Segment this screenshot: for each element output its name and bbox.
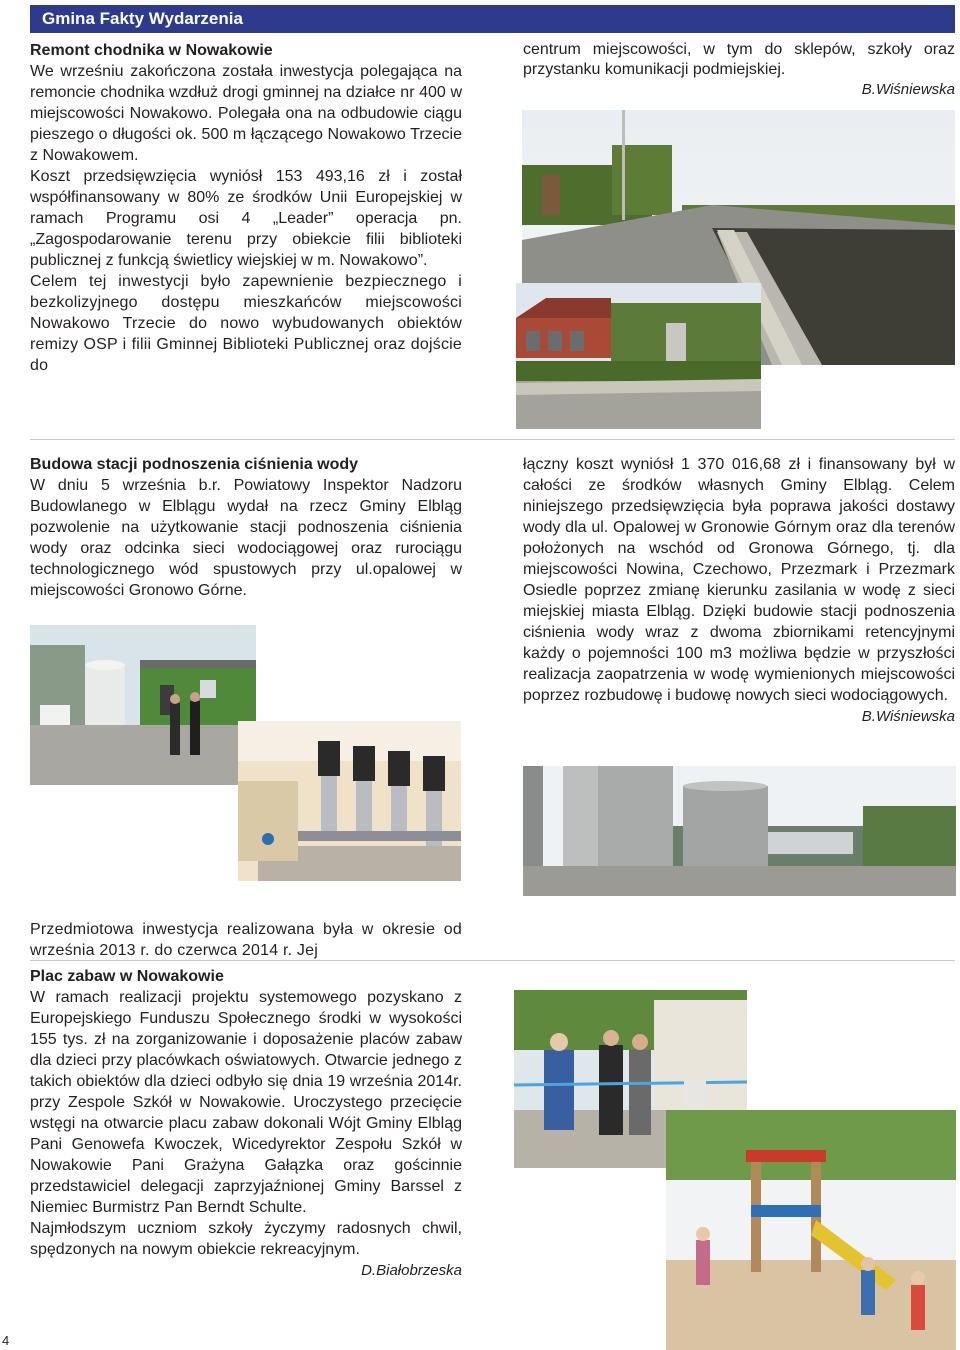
fire-station-photo (516, 283, 761, 429)
section-divider-2 (30, 960, 955, 961)
playground-photo (666, 1110, 956, 1350)
section1-paragraph-2: Koszt przedsięwzięcia wyniósł 153 493,16 zł i został współfinansowany w 80% ze środków Unii Europejskiej w ramach Programu osi 4 „Leader” operacja pn. „Zagospodarowanie terenu przy obiekcie filii biblioteki publicznej z funkcją świetlicy wiejskiej w m. Nowakowo”. (30, 168, 462, 269)
section3-column (30, 966, 462, 1281)
section2-continued-text: łączny koszt wyniósł 1 370 016,68 zł i finansowany był w całości ze środków własnych Gminy Elbląg. Celem niniejszego przedsięwzięcia była poprawa jakości dostawy wody dla ul. Opalowej w Gronowie Górnym oraz dla terenów położonych na wschód od Gronowa Górnego, tj. dla miejscowości Nowina, Czechowo, Przezmark i Przezmark Osiedle poprzez zmianę kierunku zasilania w wodę z sieci miejskiej miasta Elbląg. Dzięki budowie stacji podnoszenia ciśnienia wody wraz z dwoma zbiornikami retencyjnymi każdy o pojemności 100 m3 możliwa będzie w przyszłości realizacja zaopatrzenia w wodę wymienionych miejscowości poprzez rozbudowę i budowę nowych sieci wodociągowych. (523, 456, 955, 704)
section1-author: B.Wiśniewska (861, 81, 955, 98)
section2-bottom-left (30, 919, 462, 961)
section3-paragraph-2: Najmłodszym uczniom szkoły życzymy radosnych chwil, spędzonych na nowym obiekcie rekreacyjnym. (30, 1220, 462, 1258)
section2-left-column (30, 454, 462, 601)
section1-paragraph-1: We wrześniu zakończona została inwestycja polegająca na remoncie chodnika wzdłuż drogi gminnej na działce nr 400 w miejscowości Nowakowo. Polegała ona na odbudowie ciągu pieszego o długości ok. 500 m łączącego Nowakowo Trzecie z Nowakowem. (30, 63, 462, 164)
water-tanks-photo (523, 766, 956, 896)
section1-paragraph-3: Celem tej inwestycji było zapewnienie bezpiecznego i bezkolizyjnego dostępu mieszkańców miejscowości Nowakowo Trzecie do nowo wybudowanych obiektów remizy OSP i filii Gminnej Biblioteki Publicznej oraz dojście do (30, 273, 462, 374)
section-header-bar (30, 5, 955, 33)
section3-title: Plac zabaw w Nowakowie (30, 968, 224, 985)
section3-author: D.Białobrzeska (361, 1262, 462, 1279)
header-title: Gmina Fakty Wydarzenia (42, 9, 243, 28)
section2-title: Budowa stacji podnoszenia ciśnienia wody (30, 456, 359, 473)
section1-title: Remont chodnika w Nowakowie (30, 42, 273, 59)
section-divider (30, 439, 955, 440)
section2-right-column (523, 454, 955, 727)
pumping-station-photo (30, 625, 256, 785)
section2-paragraph-2: Przedmiotowa inwestycja realizowana była w okresie od września 2013 r. do czerwca 2014 r. Jej (30, 921, 462, 959)
section1-left-column (30, 40, 462, 376)
page-number: 4 (2, 1333, 10, 1348)
section3-paragraph-1: W ramach realizacji projektu systemowego pozyskano z Europejskiego Funduszu Społecznego środki w wysokości 155 tys. zł na zorganizowanie i doposażenie placów zabaw dla dzieci przy placówkach oświatowych. Otwarcie jednego z takich obiektów dla dzieci odbyło się dnia 19 września 2014r. przy Zespole Szkół w Nowakowie. Uroczystego przecięcie wstęgi na otwarcie placu zabaw dokonali Wójt Gminy Elbląg Pani Genowefa Kwoczek, Wicedyrektor Zespołu Szkół w Nowakowie Pani Grażyna Gałązka oraz gościnnie przedstawiciel delegacji zaprzyjaźnionej Gminy Barssel z Niemiec Burmistrz Pan Berndt Schulte. (30, 989, 462, 1216)
section2-author: B.Wiśniewska (861, 708, 955, 725)
section2-paragraph-1: W dniu 5 września b.r. Powiatowy Inspektor Nadzoru Budowlanego w Elblągu wydał na rzecz Gminy Elbląg pozwolenie na użytkowanie stacji podnoszenia ciśnienia wody oraz odcinka sieci wodociągowej oraz rurociągu technologicznego wód spustowych przy ul.opalowej w miejscowości Gronowo Górne. (30, 477, 462, 599)
pumps-interior-photo (238, 721, 461, 881)
section1-continued-text: centrum miejscowości, w tym do sklepów, szkoły oraz przystanku komunikacji podmiejskiej. (523, 41, 955, 78)
section1-right-column (523, 40, 955, 100)
